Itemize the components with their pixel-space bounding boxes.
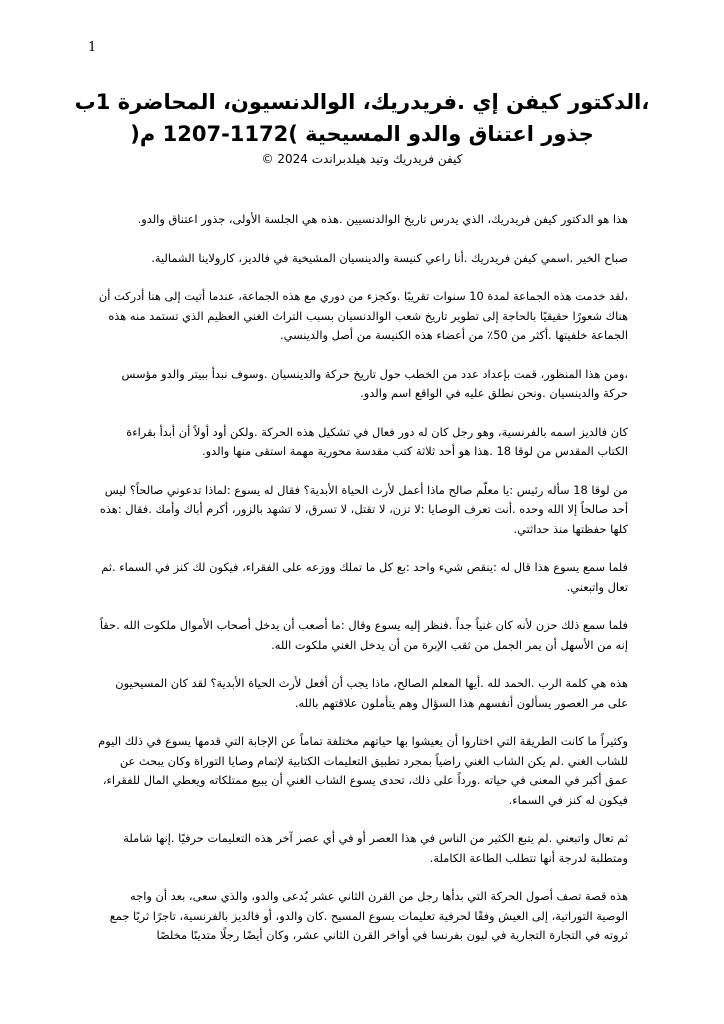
page-subtitle: جذور اعتناق والدو المسيحية )1172-1207 م( xyxy=(130,122,594,146)
document-body xyxy=(96,210,628,965)
paragraph-6: من لوقا 18 سأله رئيس :يا معلّم صالح ماذا أعمل لأرث الحياة الأبدية؟ فقال له يسوع :لماذا تدعوني صالحاً؟ ليس أحد صالحاً إلا الله وحده .أنت تعرف الوصايا :لا تزن، لا تقتل، لا تسرق، لا تشهد بالزور، أكرم أباك وأمك .فقال :هذه كلها حفظتها منذ حداثتي. xyxy=(99,482,628,536)
paragraph-10: وكثيراً ما كانت الطريقة التي اختاروا أن يعيشوا بها حياتهم مختلفة تماماً عن الإجابة التي قدمها يسوع في ذلك اليوم للشاب الغني .لم يكن الشاب الغني راضياً بمجرد تطبيق التعليمات الكتابية لإتمام وصايا التوراة وكان يبحث عن عمق أكبر في المعنى في حياته .ورداً على ذلك، تحدى يسوع الشاب الغني أن يبيع ممتلكاته ويعطي المال للفقراء، فيكون له كنز في السماء. xyxy=(98,734,628,807)
paragraph-7: فلما سمع يسوع هذا قال له :ينقص شيء واحد :بع كل ما تملك ووزعه على الفقراء، فيكون لك كنز في السماء .ثم تعال واتبعني. xyxy=(101,560,628,594)
page-number: 1 xyxy=(88,40,97,55)
page-title: ،الدكتور كيفن إي .فريدريك، الوالدنسيون، المحاضرة 1ب xyxy=(74,90,650,114)
copyright-line: كيفن فريدريك وتيد هيلدبراندت 2024 © xyxy=(261,152,463,166)
paragraph-5: كان فالديز اسمه بالفرنسية، وهو رجل كان له دور فعال في تشكيل هذه الحركة .ولكن أود أولاً أن أبدأ بقراءة الكتاب المقدس من لوقا 18 .هذا هو أحد ثلاثة كتب مقدسة محورية مهمة استقى منها والدو. xyxy=(126,424,628,458)
paragraph-9: هذه هي كلمة الرب .الحمد لله .أيها المعلم الصالح، ماذا يجب أن أفعل لأرث الحياة الأبدية؟ لقد كان المسيحيون على مر العصور يسألون أنفسهم هذا السؤال وهم يتأملون علاقتهم بالله. xyxy=(115,676,628,710)
paragraph-12: هذه قصة تصف أصول الحركة التي بدأها رجل من القرن الثاني عشر يُدعى والدو، والذي سعى، بعد أن واجه الوصية التوراتية، إلى العيش وفقًا لحرفية تعليمات يسوع المسيح .كان والدو، أو فالديز بالفرنسية، تاجرًا ثريًا جمع ثروته في التجارة التجارية في ليون بفرنسا في أواخر القرن الثاني عشر، وكان أيضًا رجلًا متدينًا مخلصًا xyxy=(109,889,628,942)
title-block xyxy=(70,86,654,168)
paragraph-1: هذا هو الدكتور كيفن فريدريك، الذي يدرس تاريخ الوالدنسيين .هذه هي الجلسة الأولى، جذور اعتناق والدو. xyxy=(137,212,628,226)
paragraph-8: فلما سمع ذلك حزن لأنه كان غنياً جداً .فنظر إليه يسوع وقال :ما أصعب أن يدخل أصحاب الأموال ملكوت الله .حقاً إنه من الأسهل أن يمر الجمل من ثقب الإبرة من أن يدخل الغني ملكوت الله. xyxy=(99,618,628,652)
paragraph-11: ثم تعال واتبعني .لم يتبع الكثير من الناس في هذا العصر أو في أي عصر آخر هذه التعليمات حرفيًا .إنها شاملة ومتطلبة لدرجة أنها تتطلب الطاعة الكاملة. xyxy=(123,831,628,865)
paragraph-4: ،ومن هذا المنظور، قمت بإعداد عدد من الخطب حول تاريخ حركة والدينسيان .وسوف نبدأ ببيتر والدو مؤسس حركة والدينسيان .ونحن نطلق عليه في الواقع اسم والدو. xyxy=(121,366,628,400)
paragraph-3: ،لقد خدمت هذه الجماعة لمدة 10 سنوات تقريبًا .وكجزء من دوري مع هذه الجماعة، عندما أتيت إلى هنا أدركت أن هناك شعورًا حقيقيًا بالحاجة إلى تطوير تاريخ شعب الوالدنسيان بسبب التراث الغني العظيم الذي تستمد منه هذه الجماعة خلفيتها .أكثر من 50٪ من أعضاء هذه الكنيسة من أصل والدينسي. xyxy=(98,289,628,342)
paragraph-2: صباح الخير .اسمي كيفن فريدريك .أنا راعي كنيسة والدينسيان المشيخية في فالديز، كارولاينا الشمالية. xyxy=(151,250,628,265)
